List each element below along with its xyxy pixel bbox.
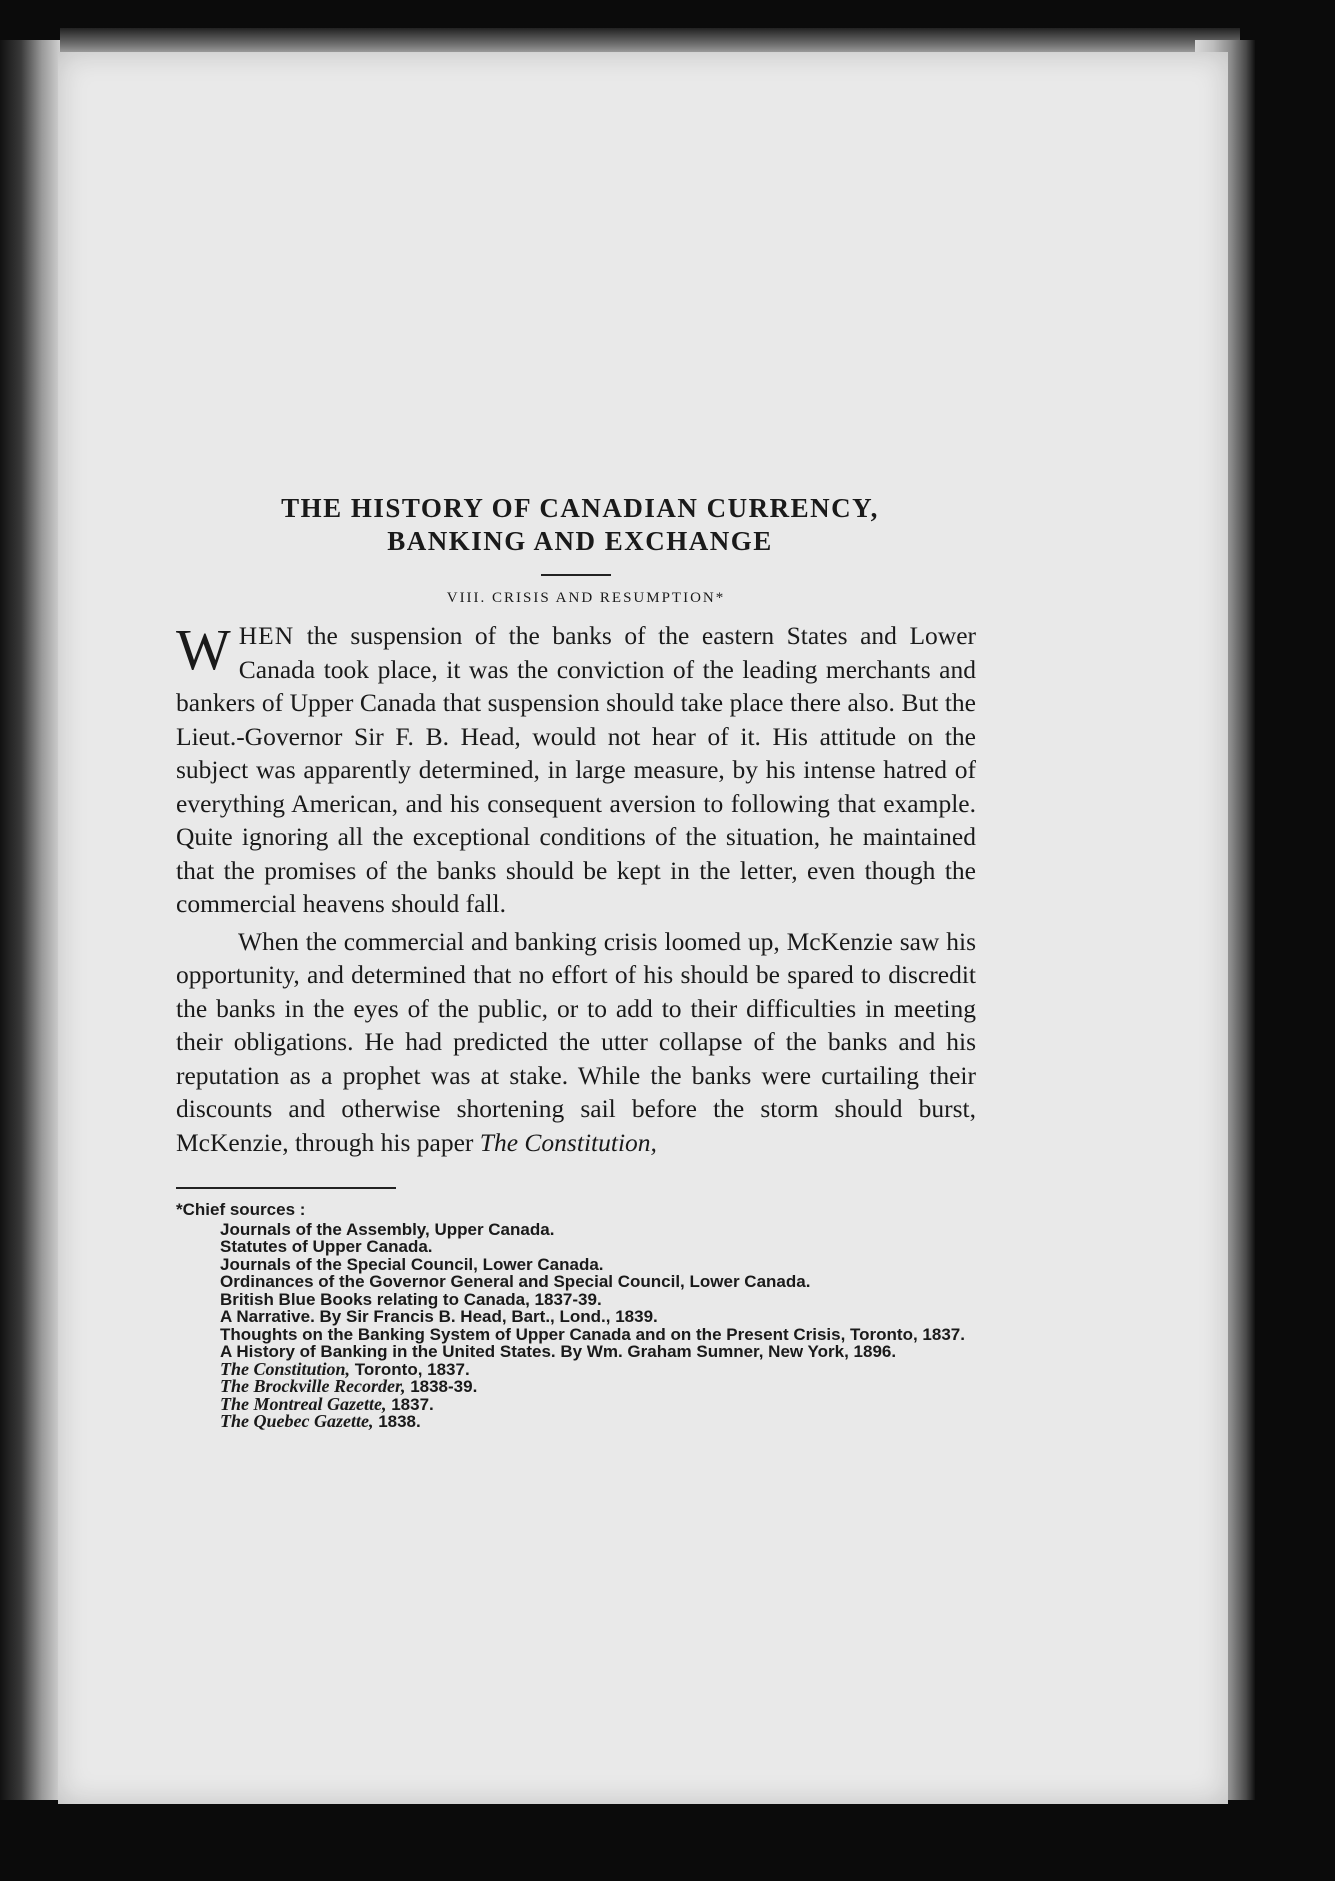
title-line-1: THE HISTORY OF CANADIAN CURRENCY, <box>281 493 879 523</box>
source-item: British Blue Books relating to Canada, 1837-39. <box>220 1289 602 1309</box>
left-page-edge <box>0 40 60 1800</box>
source-item: The Constitution, Toronto, 1837. <box>220 1358 470 1379</box>
source-item: The Montreal Gazette, 1837. <box>220 1393 434 1414</box>
source-item: Journals of the Assembly, Upper Canada. <box>220 1219 555 1239</box>
source-item: The Brockville Recorder, 1838-39. <box>220 1376 478 1396</box>
source-item: A Narrative. By Sir Francis B. Head, Bart., Lond., 1839. <box>220 1307 658 1326</box>
title-divider <box>541 574 611 576</box>
footnote <box>176 1201 976 1431</box>
source-item: Journals of the Special Council, Lower Canada. <box>220 1254 604 1274</box>
paragraph-1-text: the suspension of the banks of the eastern States and Lower Canada took place, it was the conviction of the leading merchants and bankers of Upper Canada that suspension should take place there also. But the Lieut.-Governor Sir F. B. Head, would not hear of it. His attitude on the subject was apparently determined, in large measure, by his intense hatred of everything American, and his consequent aversion to following that example. Quite ignoring all the exceptional conditions of the situation, he maintained that the promises of the banks should be kept in the letter, even though the commercial heavens should fall. <box>176 621 976 918</box>
source-item: A History of Banking in the United States. By Wm. Graham Sumner, New York, 1896. <box>220 1342 897 1361</box>
paragraph-2 <box>176 925 976 1160</box>
source-item: The Quebec Gazette, 1838. <box>220 1411 421 1431</box>
source-item: Ordinances of the Governor General and Special Council, Lower Canada. <box>220 1272 811 1291</box>
paragraph-1 <box>176 619 976 921</box>
drop-cap: W <box>176 617 231 682</box>
book-page <box>58 52 1228 1804</box>
paragraph-1-lead: HEN <box>238 621 295 650</box>
paragraph-2-text: When the commercial and banking crisis loomed up, McKenzie saw his opportunity, and determined that no effort of his should be spared to discredit the banks in the eyes of the public, or to add to their difficulties in meeting their obligations. He had predicted the utter collapse of the banks and his reputation as a prophet was at stake. While the banks were curtailing their discounts and otherwise shortening sail before the storm should burst, McKenzie, through his paper <box>176 926 976 1157</box>
source-item: Thoughts on the Banking System of Upper Canada and on the Present Crisis, Toronto, 1837. <box>220 1324 965 1344</box>
title-line-2: BANKING AND EXCHANGE <box>387 526 773 556</box>
section-heading: VIII. CRISIS AND RESUMPTION* <box>446 590 726 606</box>
footnote-divider <box>176 1187 396 1189</box>
paragraph-2-italic: The Constitution, <box>479 1127 657 1157</box>
article-title <box>176 492 976 558</box>
footnote-heading: *Chief sources : <box>176 1200 306 1219</box>
sources-list <box>176 1221 976 1431</box>
source-item: Statutes of Upper Canada. <box>220 1237 433 1256</box>
page-content <box>176 492 976 1431</box>
